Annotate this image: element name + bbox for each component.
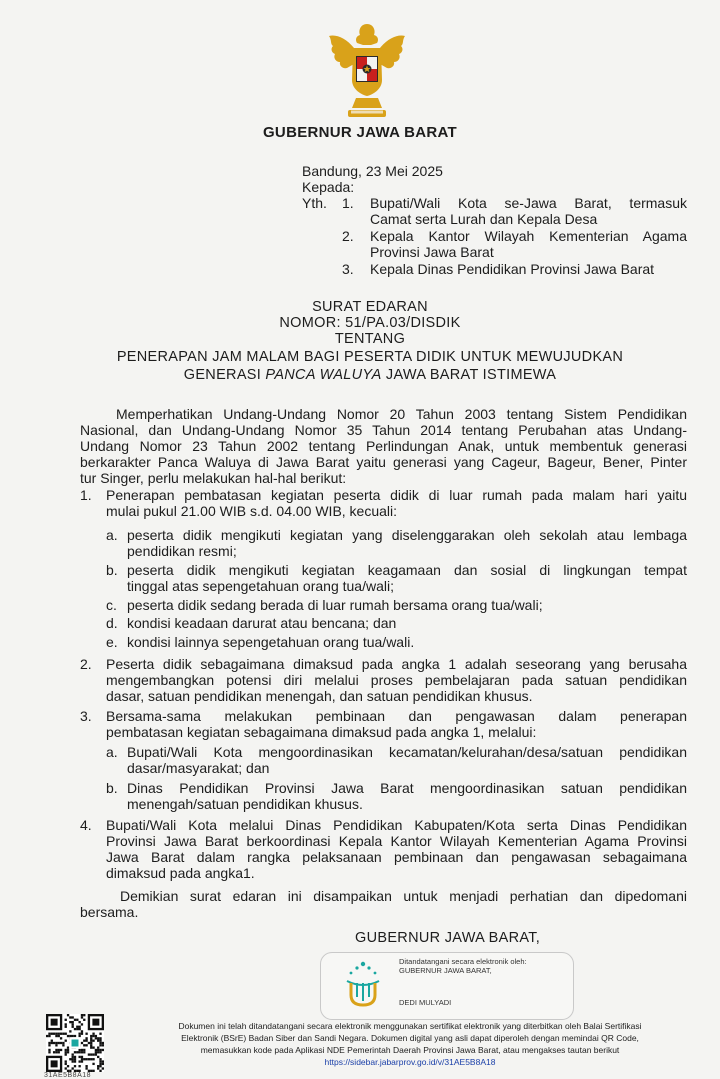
sub-letter: a.	[106, 744, 118, 760]
footer-link[interactable]: https://sidebar.jabarprov.go.id/v/31AE5B8A18	[324, 1057, 496, 1067]
subject-part: JAWA BARAT ISTIMEWA	[381, 367, 557, 383]
point-line: Provinsi Jawa Barat berkoordinasi Kepala Kantor Wilayah Kementerian Agama Provinsi	[106, 833, 687, 849]
point-line: pembatasan kegiatan sebagaimana dimaksud pada angka 1, melalui:	[106, 724, 537, 740]
signed-by: GUBERNUR JAWA BARAT,	[399, 966, 492, 975]
recipient-number: 1.	[342, 195, 354, 211]
intro-line: tur Singer, perlu melakukan hal-hal berikut:	[80, 470, 347, 486]
sub-letter: b.	[106, 780, 118, 796]
point-line: dasar, satuan pendidikan menengah, dan satuan pendidikan khusus.	[106, 688, 533, 704]
qr-code-text: 31AE5B8A18	[44, 1072, 92, 1079]
sub-letter: b.	[106, 562, 118, 578]
sub-line: Dinas Pendidikan Provinsi Jawa Barat mengoordinasikan satuan pendidikan	[127, 780, 687, 796]
recipient-number: 3.	[342, 261, 354, 277]
point-line: Bupati/Wali Kota melalui Dinas Pendidikan Kabupaten/Kota serta Dinas Pendidikan	[106, 817, 687, 833]
letter-about: TENTANG	[334, 331, 406, 347]
sub-letter: c.	[106, 597, 117, 613]
sub-line: kondisi keadaan darurat atau bencana; dan	[127, 615, 397, 631]
recipient-number: 2.	[342, 228, 354, 244]
footer-line: Dokumen ini telah ditandatangani secara elektronik menggunakan sertifikat elektronik yang diterbitkan oleh Balai Sertifikasi	[178, 1021, 642, 1031]
issuer-title: GUBERNUR JAWA BARAT	[262, 124, 458, 141]
recipient-line: Kepala Dinas Pendidikan Provinsi Jawa Barat	[370, 261, 655, 277]
sub-letter: a.	[106, 527, 118, 543]
point-line: Penerapan pembatasan kegiatan peserta didik di luar rumah pada malam hari yaitu	[106, 487, 687, 503]
point-line: Jawa Barat dalam rangka pelaksanaan pembinaan dan pengawasan sebagaimana	[106, 849, 687, 865]
recipient-line: Camat serta Lurah dan Kepala Desa	[370, 211, 598, 227]
to-label: Kepada:	[302, 179, 355, 195]
e-signature-box	[320, 952, 574, 1020]
sub-line: pendidikan resmi;	[127, 543, 237, 559]
sub-letter: d.	[106, 615, 118, 631]
sub-line: peserta didik sedang berada di luar rumah bersama orang tua/wali;	[127, 597, 543, 613]
recipient-line: Bupati/Wali Kota se-Jawa Barat, termasuk	[370, 195, 687, 211]
signed-label: Ditandatangani secara elektronik oleh:	[399, 957, 527, 966]
signature-title: GUBERNUR JAWA BARAT,	[355, 930, 541, 946]
intro-line: Memperhatikan Undang-Undang Nomor 20 Tahun 2003 tentang Sistem Pendidikan	[116, 406, 687, 422]
signer-name: DEDI MULYADI	[399, 998, 452, 1007]
sub-line: tinggal atas sepengetahuan orang tua/wali;	[127, 578, 394, 594]
footer-line: Elektronik (BSrE) Badan Siber dan Sandi Negara. Dokumen digital yang asli dapat diperoleh dengan memindai QR Code,	[181, 1033, 639, 1043]
yth-label: Yth.	[302, 195, 327, 211]
place-date: Bandung, 23 Mei 2025	[302, 163, 443, 179]
closing-line: bersama.	[80, 904, 139, 920]
point-number: 1.	[80, 487, 92, 503]
footer-line: memasukkan kode pada Aplikasi NDE Pemerintah Daerah Provinsi Jawa Barat, atau mengakses tautan berikut	[200, 1045, 620, 1055]
point-line: mengembangkan potensi diri melalui proses pembelajaran pada satuan pendidikan	[106, 672, 687, 688]
sub-line: peserta didik mengikuti kegiatan yang diselenggarakan oleh sekolah atau lembaga	[127, 527, 687, 543]
recipient-line: Kepala Kantor Wilayah Kementerian Agama	[370, 228, 687, 244]
garuda-emblem-icon	[326, 18, 408, 122]
letter-number: NOMOR: 51/PA.03/DISDIK	[279, 315, 461, 331]
sub-line: menengah/satuan pendidikan khusus.	[127, 796, 363, 812]
letter-type: SURAT EDARAN	[312, 299, 428, 315]
bsre-logo-icon	[337, 959, 389, 1011]
point-line: Peserta didik sebagaimana dimaksud pada angka 1 adalah seseorang yang berusaha	[106, 656, 687, 672]
qr-code[interactable]	[46, 1014, 104, 1072]
sub-line: Bupati/Wali Kota mengoordinasikan kecamatan/kelurahan/desa/satuan pendidikan	[127, 744, 687, 760]
subject-part-italic: PANCA WALUYA	[265, 367, 382, 383]
point-number: 3.	[80, 708, 92, 724]
sub-line: kondisi lainnya sepengetahuan orang tua/wali.	[127, 634, 415, 650]
sub-line: peserta didik mengikuti kegiatan keagamaan dan sosial di lingkungan tempat	[127, 562, 687, 578]
point-line: Bersama-sama melakukan pembinaan dan pengawasan dalam penerapan	[106, 708, 687, 724]
intro-line: berkarakter Panca Waluya di Jawa Barat yaitu generasi yang Cageur, Bageur, Bener, Pinter	[80, 454, 687, 470]
intro-line: Undang Nomor 23 Tahun 2002 tentang Perlindungan Anak, untuk membentuk generasi	[80, 438, 687, 454]
sub-line: dasar/masyarakat; dan	[127, 760, 270, 776]
letter-subject-line2	[0, 367, 720, 384]
intro-line: Nasional, dan Undang-Undang Nomor 35 Tahun 2014 tentang Perubahan atas Undang-	[80, 422, 687, 438]
point-number: 4.	[80, 817, 92, 833]
point-number: 2.	[80, 656, 92, 672]
closing-line: Demikian surat edaran ini disampaikan untuk menjadi perhatian dan dipedomani	[120, 888, 687, 904]
point-line: dimaksud pada angka1.	[106, 865, 255, 881]
subject-part: GENERASI	[183, 367, 266, 383]
recipient-line: Provinsi Jawa Barat	[370, 244, 494, 260]
letter-subject-line1: PENERAPAN JAM MALAM BAGI PESERTA DIDIK UNTUK MEWUJUDKAN	[116, 349, 624, 365]
point-line: mulai pukul 21.00 WIB s.d. 04.00 WIB, kecuali:	[106, 503, 398, 519]
sub-letter: e.	[106, 634, 118, 650]
